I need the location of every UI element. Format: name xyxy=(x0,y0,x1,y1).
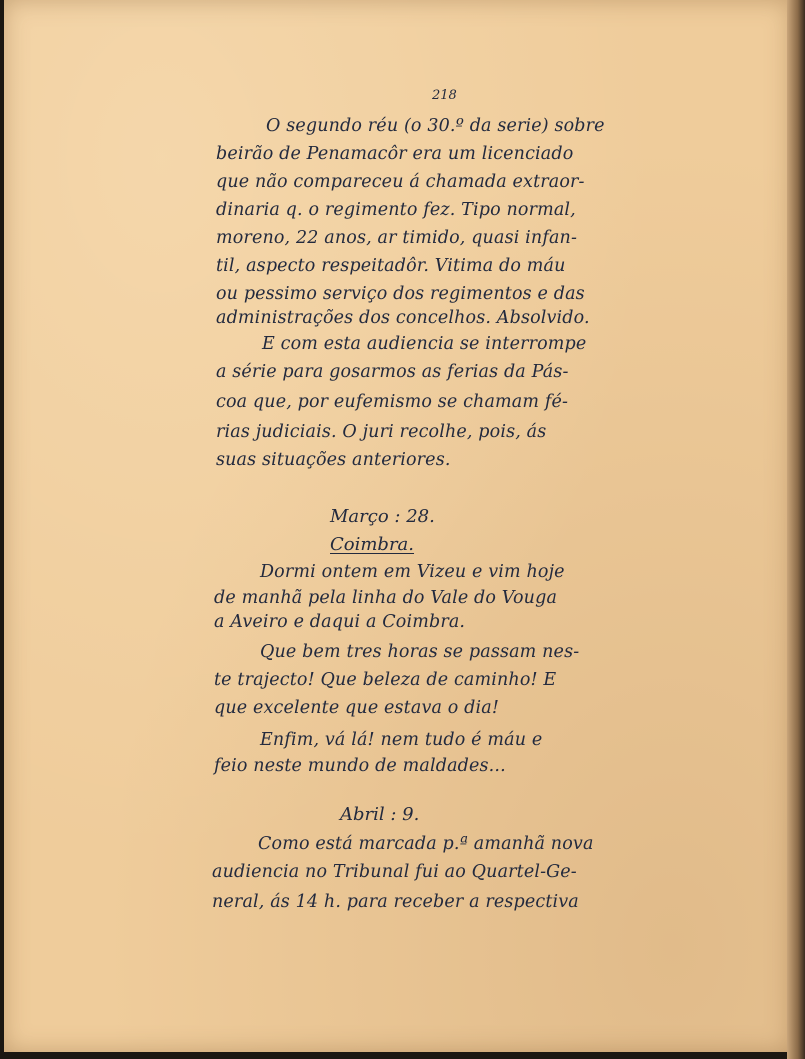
text-line: coa que, por eufemismo se chamam fé- xyxy=(216,392,569,412)
text-line: dinaria q. o regimento fez. Tipo normal, xyxy=(216,200,576,220)
text-line: te trajecto! Que beleza de caminho! E xyxy=(214,670,557,690)
text-line: E com esta audiencia se interrompe xyxy=(262,334,587,354)
page-number: 218 xyxy=(432,88,457,103)
text-line: Como está marcada p.ª amanhã nova xyxy=(258,834,594,854)
text-line: audiencia no Tribunal fui ao Quartel-Ge- xyxy=(212,862,577,882)
text-line: O segundo réu (o 30.º da serie) sobre xyxy=(266,116,605,136)
manuscript-page xyxy=(4,0,790,1052)
text-line: a série para gosarmos as ferias da Pás- xyxy=(216,362,569,382)
text-line: que excelente que estava o dia! xyxy=(214,698,500,718)
text-line: neral, ás 14 h. para receber a respectiva xyxy=(212,892,579,912)
text-line: feio neste mundo de maldades... xyxy=(214,756,506,776)
text-line: beirão de Penamacôr era um licenciado xyxy=(216,144,574,164)
text-line: rias judiciais. O juri recolhe, pois, ás xyxy=(216,422,547,442)
entry-date: Março : 28. xyxy=(330,506,435,527)
text-line: moreno, 22 anos, ar timido, quasi infan- xyxy=(216,228,578,248)
text-line: administrações dos concelhos. Absolvido. xyxy=(216,308,590,328)
entry-date: Abril : 9. xyxy=(340,804,420,825)
entry-place: Coimbra. xyxy=(330,534,415,555)
text-line: Enfim, vá lá! nem tudo é máu e xyxy=(260,730,543,750)
text-line: de manhã pela linha do Vale do Vouga xyxy=(214,588,558,608)
text-line: que não compareceu á chamada extraor- xyxy=(216,172,585,192)
text-line: Que bem tres horas se passam nes- xyxy=(260,642,580,662)
text-line: a Aveiro e daqui a Coimbra. xyxy=(214,612,466,632)
text-line: ou pessimo serviço dos regimentos e das xyxy=(216,284,585,304)
text-line: suas situações anteriores. xyxy=(216,450,451,470)
text-line: til, aspecto respeitadôr. Vitima do máu xyxy=(216,256,566,276)
text-line: Dormi ontem em Vizeu e vim hoje xyxy=(260,562,565,582)
binding-edge xyxy=(787,0,805,1059)
